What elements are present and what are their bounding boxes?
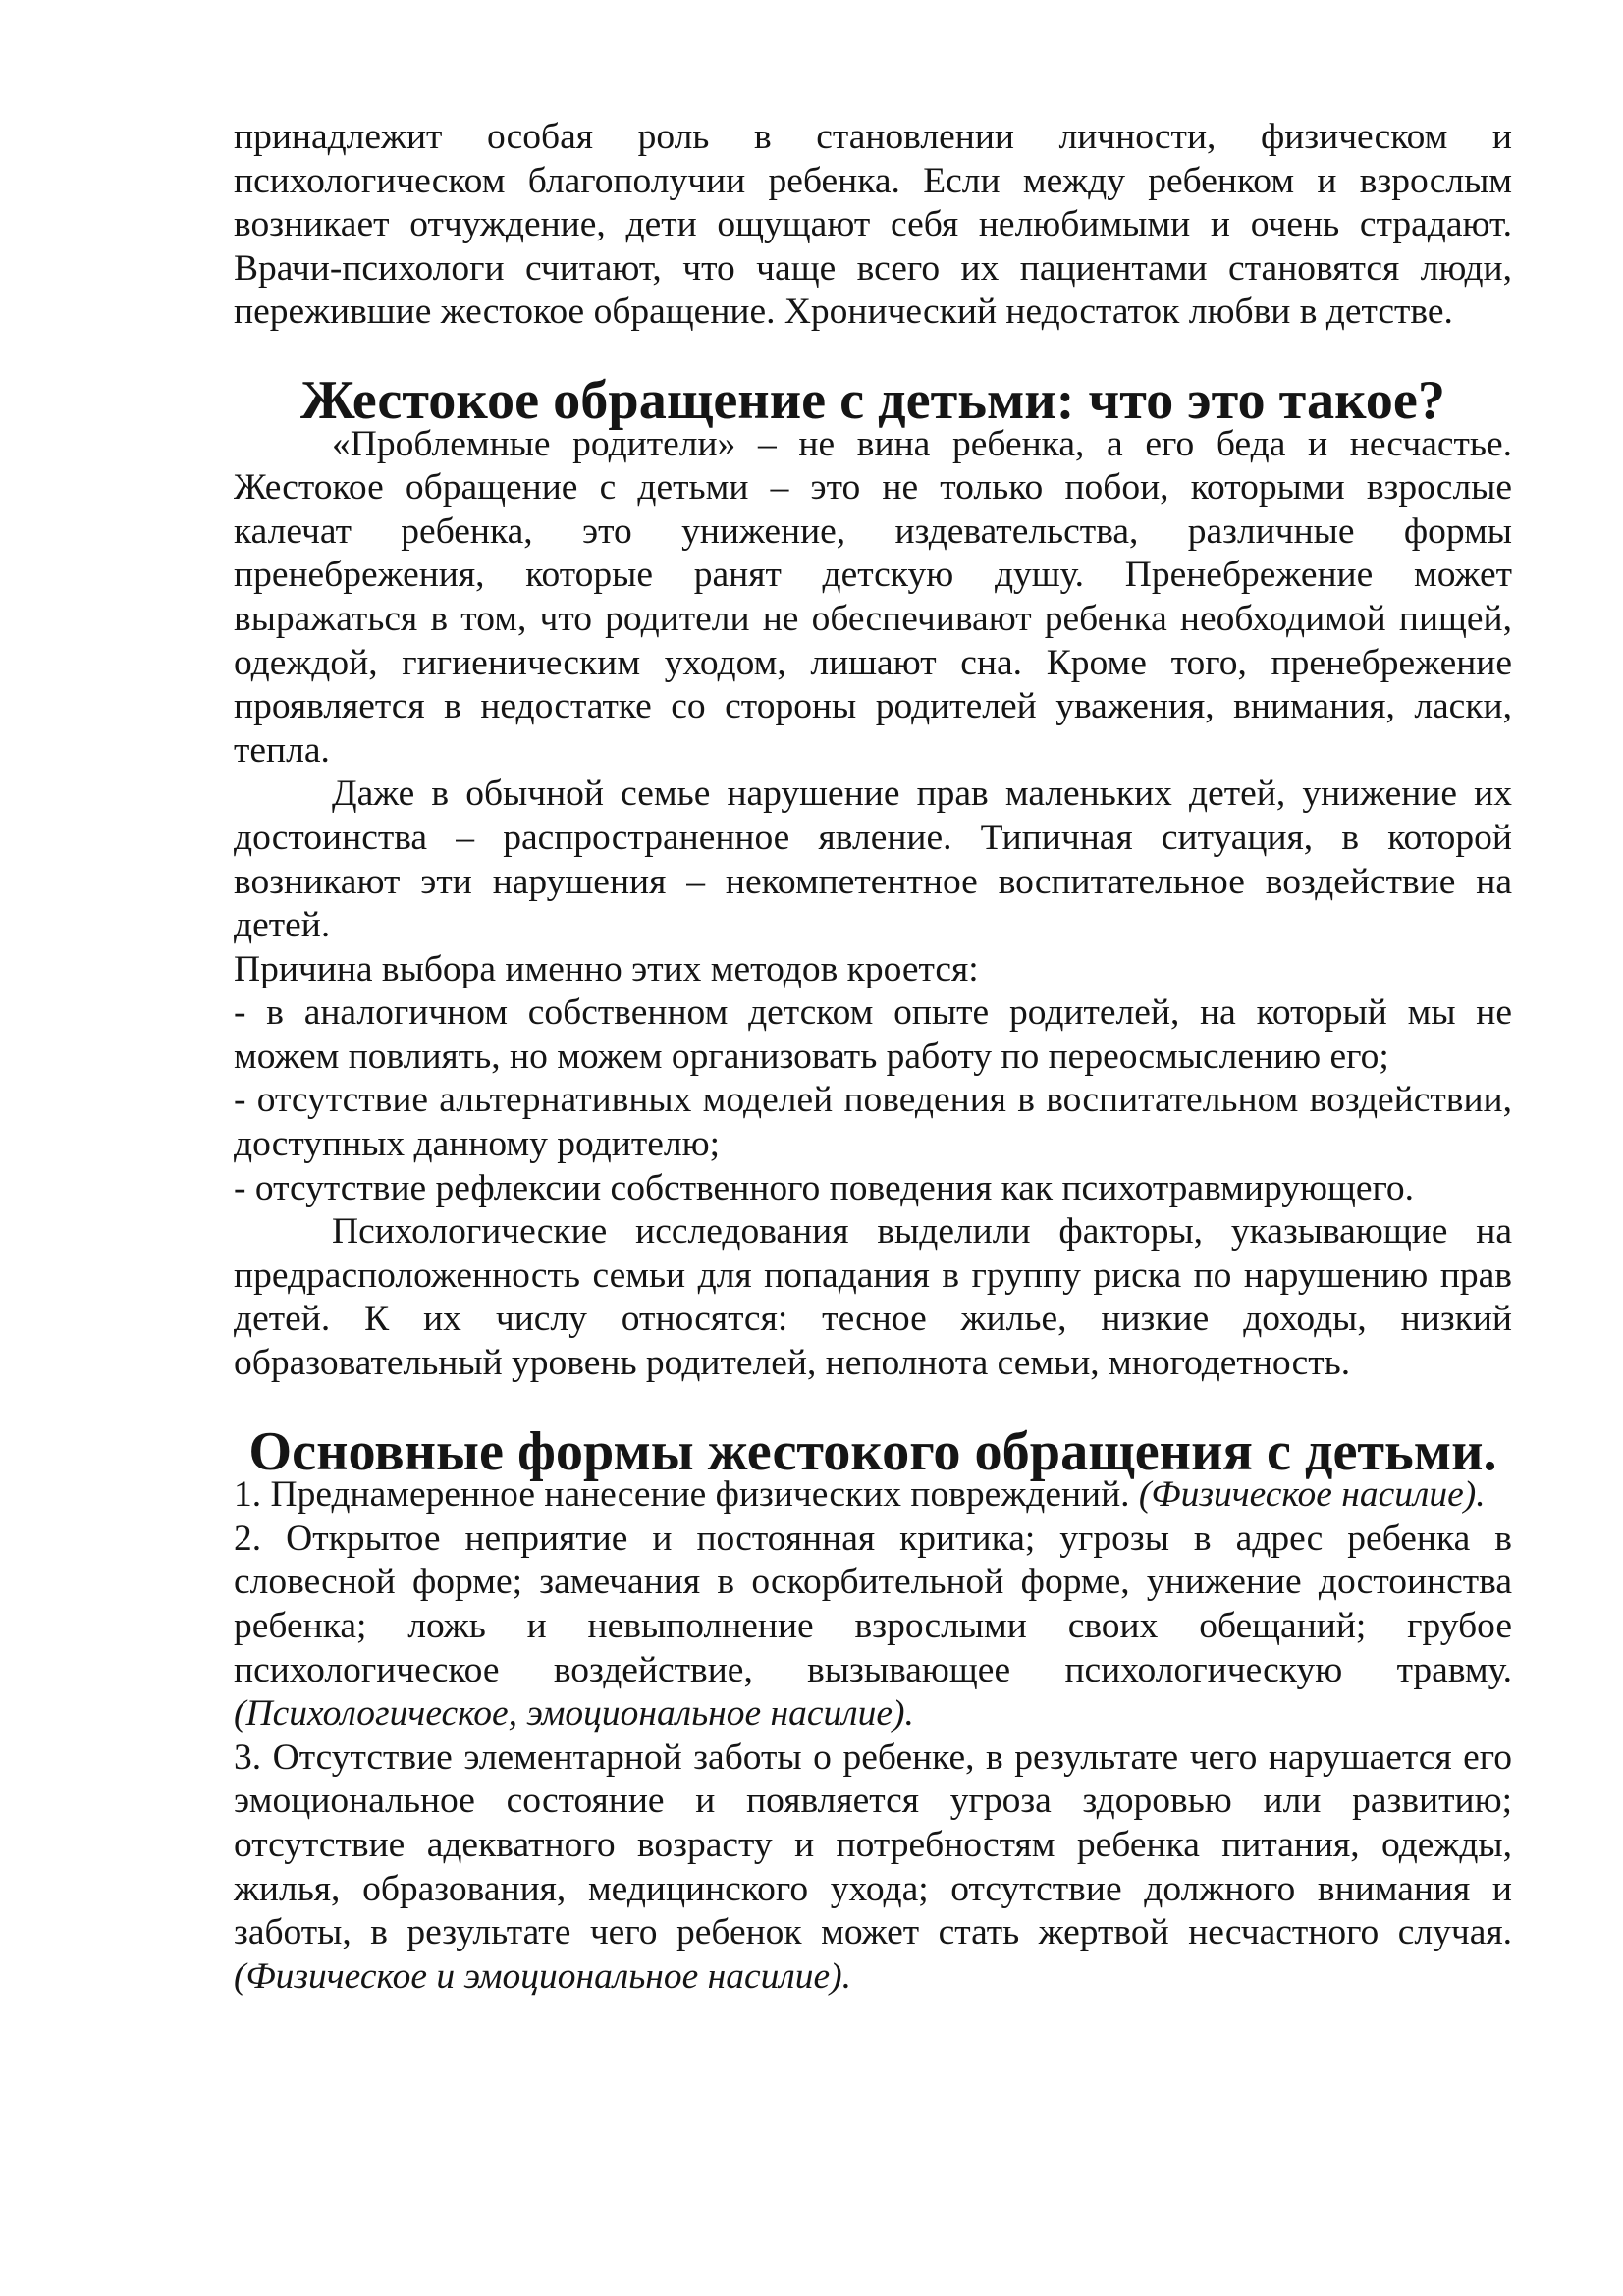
abuse-form-note: (Физическое и эмоциональное насилие). — [234, 1955, 852, 1997]
abuse-form-text: 1. Преднамеренное нанесение физических повреждений. — [234, 1474, 1139, 1516]
cause-item: - отсутствие альтернативных моделей поведения в воспитательном воздействии, доступных данному родителю; — [234, 1080, 1512, 1165]
intro-paragraph: принадлежит особая роль в становлении личности, физическом и психологическом благополучии ребенка. Если между ребенком и взрослым возникает отчуждение, дети ощущают себя нелюбимыми и очень страдают. Врачи-психологи считают, что чаще всего их пациентами становятся люди, пережившие жестокое обращение. Хронический недостаток любви в детстве. — [234, 117, 1512, 333]
section-heading-abuse-forms: Основные формы жестокого обращения с детьми. — [248, 1420, 1497, 1482]
abuse-form-item — [234, 1473, 1512, 1518]
cause-item: - отсутствие рефлексии собственного поведения как психотравмирующего. — [234, 1167, 1415, 1208]
abuse-form-note: (Психологическое, эмоциональное насилие). — [234, 1693, 914, 1735]
abuse-form-text: 2. Открытое неприятие и постоянная критика; угрозы в адрес ребенка в словесной форме; замечания в оскорбительной форме, унижение достоинства ребенка; ложь и невыполнение взрослыми своих обещаний; грубое психологическое воздействие, вызывающее психологическую травму. — [234, 1518, 1512, 1690]
abuse-form-text: 3. Отсутствие элементарной заботы о ребенке, в результате чего нарушается его эмоциональное состояние и появляется угроза здоровью или развитию; отсутствие адекватного возрасту и потребностям ребенка питания, одежды, жилья, образования, медицинского ухода; отсутствие должного внимания и заботы, в результате чего ребенок может стать жертвой несчастного случая. — [234, 1736, 1512, 1953]
abuse-form-note: (Физическое насилие). — [1138, 1474, 1486, 1516]
abuse-form-item — [234, 1518, 1512, 1736]
abuse-form-item — [234, 1736, 1512, 2000]
section-heading-abuse-definition: Жестокое обращение с детьми: что это такое? — [299, 369, 1446, 431]
paragraph-problem-parents: «Проблемные родители» – не вина ребенка, а его беда и несчастье. Жестокое обращение с детьми – это не только побои, которыми взрослые калечат ребенка, это унижение, издевательства, различные формы пренебрежения, которые ранят детскую душу. Пренебрежение может выражаться в том, что родители не обеспечивают ребенка необходимой пищей, одеждой, гигиеническим уходом, лишают сна. Кроме того, пренебрежение проявляется в недостатке со стороны родителей уважения, внимания, ласки, тепла. — [234, 423, 1512, 771]
paragraph-risk-factors: Психологические исследования выделили факторы, указывающие на предрасположенность семьи для попадания в группу риска по нарушению прав детей. К их числу относятся: тесное жилье, низкие доходы, низкий образовательный уровень родителей, неполнота семьи, многодетность. — [234, 1211, 1512, 1384]
document-page — [234, 116, 1512, 1999]
paragraph-ordinary-family: Даже в обычной семье нарушение прав маленьких детей, унижение их достоинства – распространенное явление. Типичная ситуация, в которой возникают эти нарушения – некомпетентное воспитательное воздействие на детей. — [234, 774, 1512, 946]
cause-item: - в аналогичном собственном детском опыте родителей, на который мы не можем повлиять, но можем организовать работу по переосмыслению его; — [234, 992, 1512, 1077]
causes-intro: Причина выбора именно этих методов кроется: — [234, 948, 979, 989]
